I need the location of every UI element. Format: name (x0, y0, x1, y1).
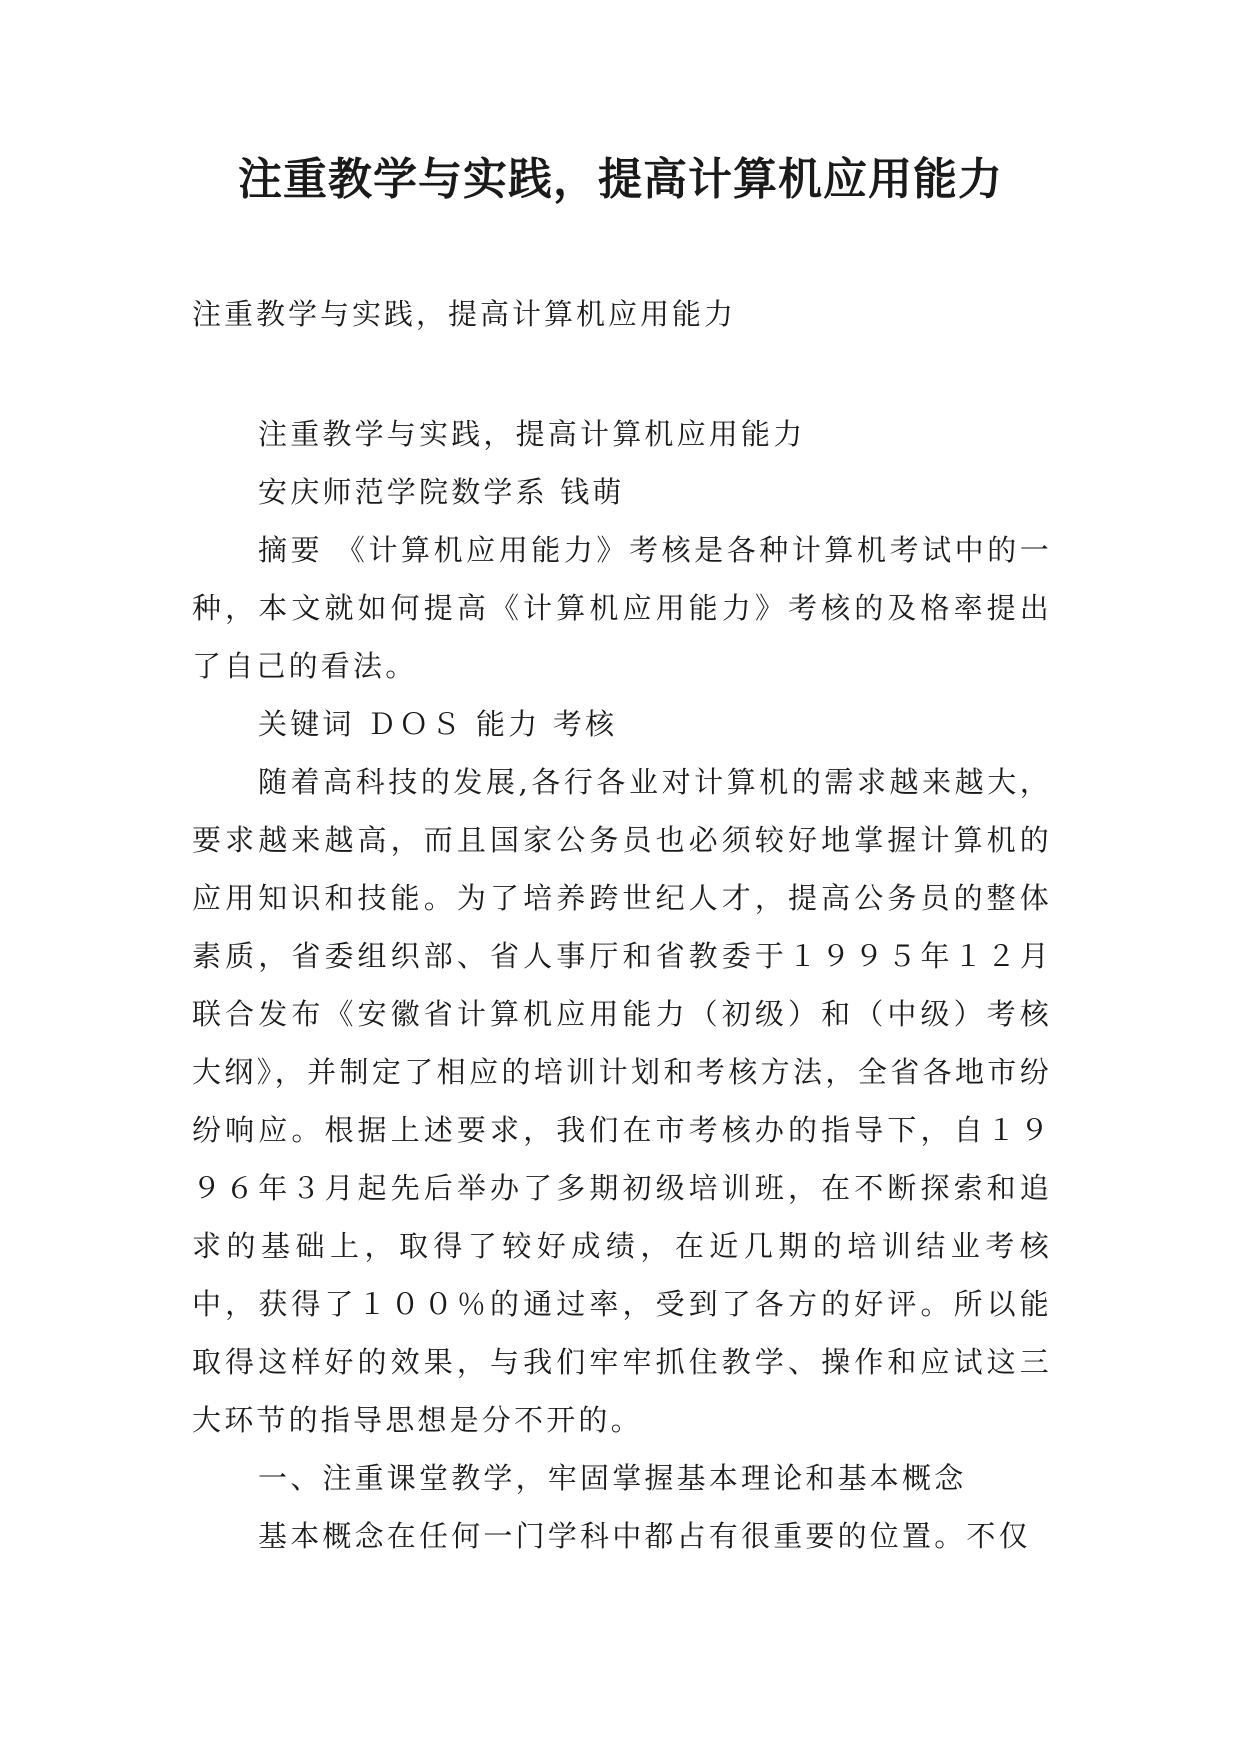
article-heading: 注重教学与实践，提高计算机应用能力 (258, 417, 806, 451)
intro-paragraph: 随着高科技的发展,各行各业对计算机的需求越来越大，要求越来越高，而且国家公务员也必须较好地掌握计算机的应用知识和技能。为了培养跨世纪人才，提高公务员的整体素质，省委组织部、省人事厅和省教委于１９９５年１２月联合发布《安徽省计算机应用能力（初级）和（中级）考核大纲》，并制定了相应的培训计划和考核方法，全省各地市纷纷响应。根据上述要求，我们在市考核办的指导下，自１９９６年３月起先后举办了多期初级培训班，在不断探索和追求的基础上，取得了较好成绩，在近几期的培训结业考核中，获得了１００％的通过率，受到了各方的好评。所以能取得这样好的效果，与我们牢牢抓住教学、操作和应试这三大环节的指导思想是分不开的。 (192, 765, 1052, 1437)
document-body (192, 405, 1052, 1565)
section-paragraph: 基本概念在任何一门学科中都占有很重要的位置。不仅 (258, 1519, 1031, 1553)
section-heading: 一、注重课堂教学，牢固掌握基本理论和基本概念 (258, 1461, 967, 1495)
document-title: 注重教学与实践，提高计算机应用能力 (238, 154, 1003, 205)
document-subtitle: 注重教学与实践，提高计算机应用能力 (192, 297, 737, 331)
author-line: 安庆师范学院数学系 钱萌 (258, 475, 625, 509)
abstract-paragraph: 摘要 《计算机应用能力》考核是各种计算机考试中的一种，本文就如何提高《计算机应用能力》考核的及格率提出了自己的看法。 (192, 533, 1052, 683)
keywords-line: 关键词 ＤＯＳ 能力 考核 (258, 707, 618, 741)
